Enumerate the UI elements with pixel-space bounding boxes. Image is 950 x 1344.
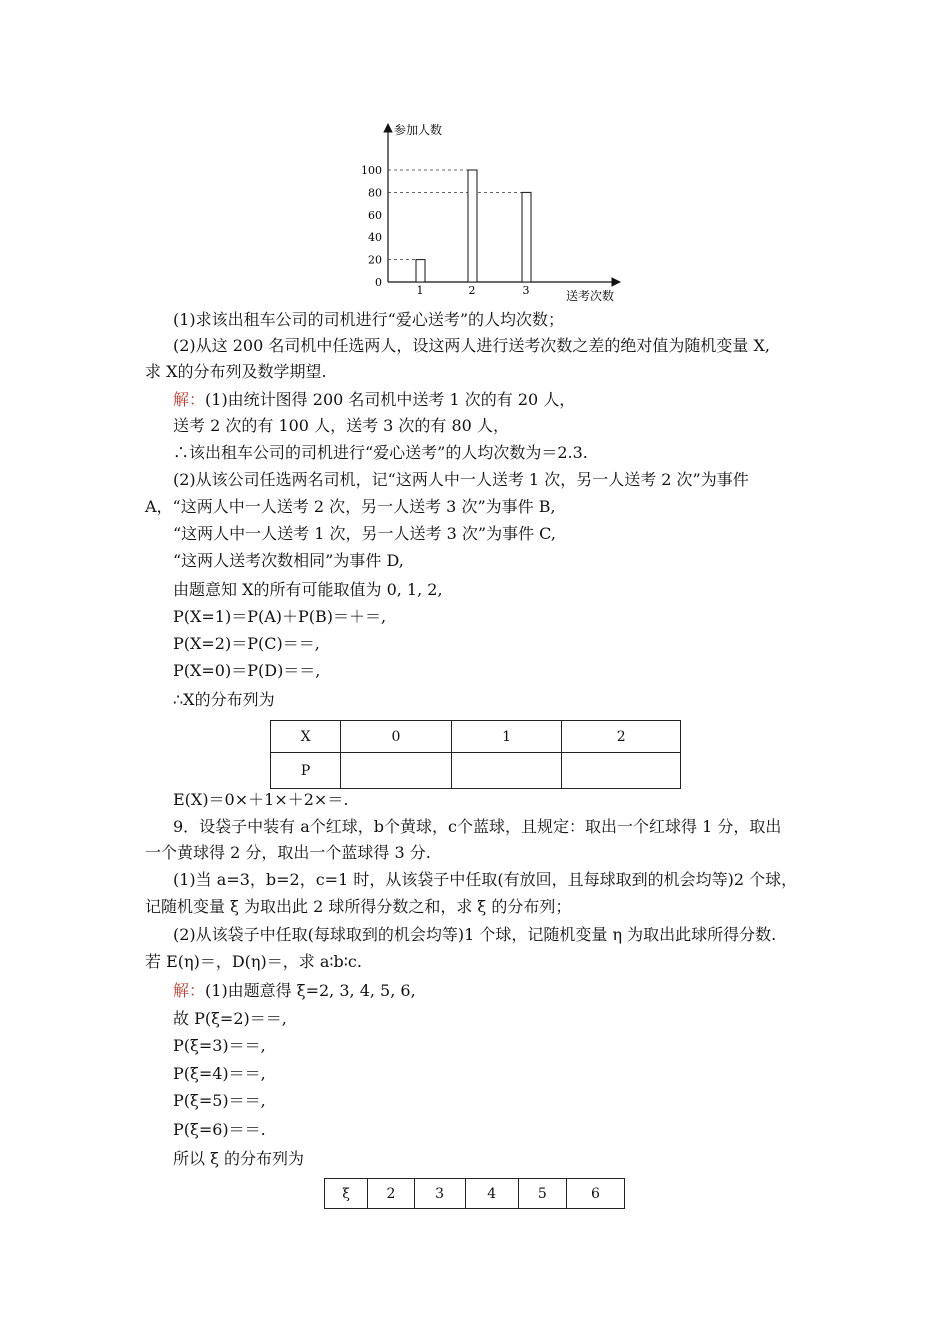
- text-line: [173, 551, 404, 571]
- line-text: 求 X的分布列及数学期望.: [145, 362, 327, 381]
- table2-header-cell: 4: [465, 1179, 518, 1209]
- text-line: [173, 470, 749, 490]
- table1-cell: [341, 753, 452, 789]
- y-tick-label: 0: [375, 276, 382, 289]
- text-line: [173, 1120, 266, 1140]
- line-text: 送考 2 次的有 100 人，送考 3 次的有 80 人，: [173, 416, 509, 435]
- text-line: [173, 690, 275, 710]
- line-text: 一个黄球得 2 分，取出一个蓝球得 3 分.: [145, 843, 431, 862]
- table2-header-cell: 6: [566, 1179, 624, 1209]
- line-text: ∴该出租车公司的司机进行“爱心送考”的人均次数为＝2.3.: [173, 443, 588, 462]
- line-text: 故 P(ξ=2)＝＝,: [173, 1009, 287, 1028]
- text-line: [173, 310, 564, 330]
- x-axis-label: 送考次数: [566, 289, 615, 303]
- table2-header-cell: 2: [368, 1179, 414, 1209]
- text-line: [145, 952, 362, 972]
- x-distribution-table: [270, 720, 681, 789]
- line-text: 由题意知 X的所有可能取值为 0, 1, 2,: [173, 580, 443, 599]
- text-line: [173, 790, 348, 810]
- text-line: [173, 524, 556, 544]
- line-text: P(ξ=6)＝＝.: [173, 1120, 266, 1139]
- table2-header-cell: 5: [518, 1179, 566, 1209]
- line-text: ∴X的分布列为: [173, 690, 275, 709]
- text-line: [145, 362, 327, 382]
- table1-cell: [562, 753, 681, 789]
- line-text: P(X=1)＝P(A)＋P(B)＝＋＝,: [173, 607, 387, 626]
- text-line: [173, 443, 588, 463]
- solution-label: 解：: [173, 390, 206, 409]
- bar: [522, 192, 531, 282]
- text-line: [173, 390, 575, 410]
- line-text: (1)由统计图得 200 名司机中送考 1 次的有 20 人，: [205, 390, 576, 409]
- bar: [468, 170, 477, 282]
- text-line: [173, 1091, 266, 1111]
- text-line: [173, 607, 386, 627]
- text-line: [173, 1009, 287, 1029]
- table2-header-cell: ξ: [325, 1179, 368, 1209]
- line-text: (1)由题意得 ξ=2, 3, 4, 5, 6,: [205, 981, 416, 1000]
- text-line: [173, 981, 416, 1001]
- text-line: [173, 580, 443, 600]
- text-line: [145, 497, 556, 517]
- bar-chart: [358, 118, 628, 304]
- line-text: A，“这两人中一人送考 2 次，另一人送考 3 次”为事件 B,: [145, 497, 556, 516]
- text-line: [173, 416, 509, 436]
- text-line: [173, 817, 781, 837]
- y-tick-label: 60: [368, 208, 382, 222]
- table1-header-cell: 2: [562, 721, 681, 753]
- table2-header-cell: 3: [414, 1179, 465, 1209]
- text-line: [173, 634, 320, 654]
- line-text: (1)当 a=3，b=2，c=1 时，从该袋子中任取(有放回，且每球取到的机会均等)2 个球，: [173, 870, 798, 889]
- text-line: [145, 897, 571, 917]
- line-text: 记随机变量 ξ 为取出此 2 球所得分数之和，求 ξ 的分布列；: [145, 897, 572, 916]
- line-text: 若 E(η)＝，D(η)＝，求 a∶b∶c.: [145, 952, 362, 971]
- text-line: [145, 843, 431, 863]
- table1-header-cell: X: [271, 721, 341, 753]
- x-tick-label: 1: [416, 284, 424, 297]
- table1-header-cell: 0: [341, 721, 452, 753]
- text-line: [173, 1036, 266, 1056]
- line-text: P(X=2)＝P(C)＝＝,: [173, 634, 320, 653]
- line-text: (2)从该公司任选两名司机，记“这两人中一人送考 1 次，另一人送考 2 次”为事件: [173, 470, 749, 489]
- y-tick-label: 100: [361, 164, 382, 177]
- line-text: P(X=0)＝P(D)＝＝,: [173, 661, 321, 680]
- text-line: [173, 661, 320, 681]
- table1-header-cell: 1: [451, 721, 562, 753]
- text-line: [173, 925, 776, 945]
- text-line: [173, 1064, 266, 1084]
- bar: [416, 260, 425, 282]
- line-text: 所以 ξ 的分布列为: [173, 1149, 304, 1168]
- line-text: (2)从这 200 名司机中任选两人，设这两人进行送考次数之差的绝对值为随机变量 X,: [173, 336, 770, 355]
- line-text: P(ξ=3)＝＝,: [173, 1036, 266, 1055]
- table1-cell: [451, 753, 562, 789]
- y-axis-label: 参加人数: [394, 123, 443, 137]
- xi-distribution-table: [324, 1178, 625, 1209]
- y-tick-label: 80: [368, 186, 382, 200]
- text-line: [173, 870, 797, 890]
- text-line: [173, 1149, 304, 1169]
- line-text: “这两人送考次数相同”为事件 D,: [173, 551, 404, 570]
- line-text: P(ξ=5)＝＝,: [173, 1091, 266, 1110]
- line-text: (1)求该出租车公司的司机进行“爱心送考”的人均次数；: [173, 310, 565, 329]
- x-tick-label: 3: [522, 284, 530, 297]
- text-line: [173, 336, 770, 356]
- line-text: P(ξ=4)＝＝,: [173, 1064, 266, 1083]
- line-text: 9．设袋子中装有 a个红球，b个黄球，c个蓝球，且规定：取出一个红球得 1 分，取出: [173, 817, 782, 836]
- y-tick-label: 20: [368, 253, 382, 267]
- solution-label: 解：: [173, 981, 206, 1000]
- y-tick-label: 40: [368, 231, 382, 245]
- line-text: “这两人中一人送考 1 次，另一人送考 3 次”为事件 C,: [173, 524, 556, 543]
- line-text: (2)从该袋子中任取(每球取到的机会均等)1 个球，记随机变量 η 为取出此球所得分数.: [173, 925, 777, 944]
- x-tick-label: 2: [468, 284, 476, 297]
- table1-row-label: P: [271, 753, 341, 789]
- line-text: E(X)＝0×＋1×＋2×＝.: [173, 790, 349, 809]
